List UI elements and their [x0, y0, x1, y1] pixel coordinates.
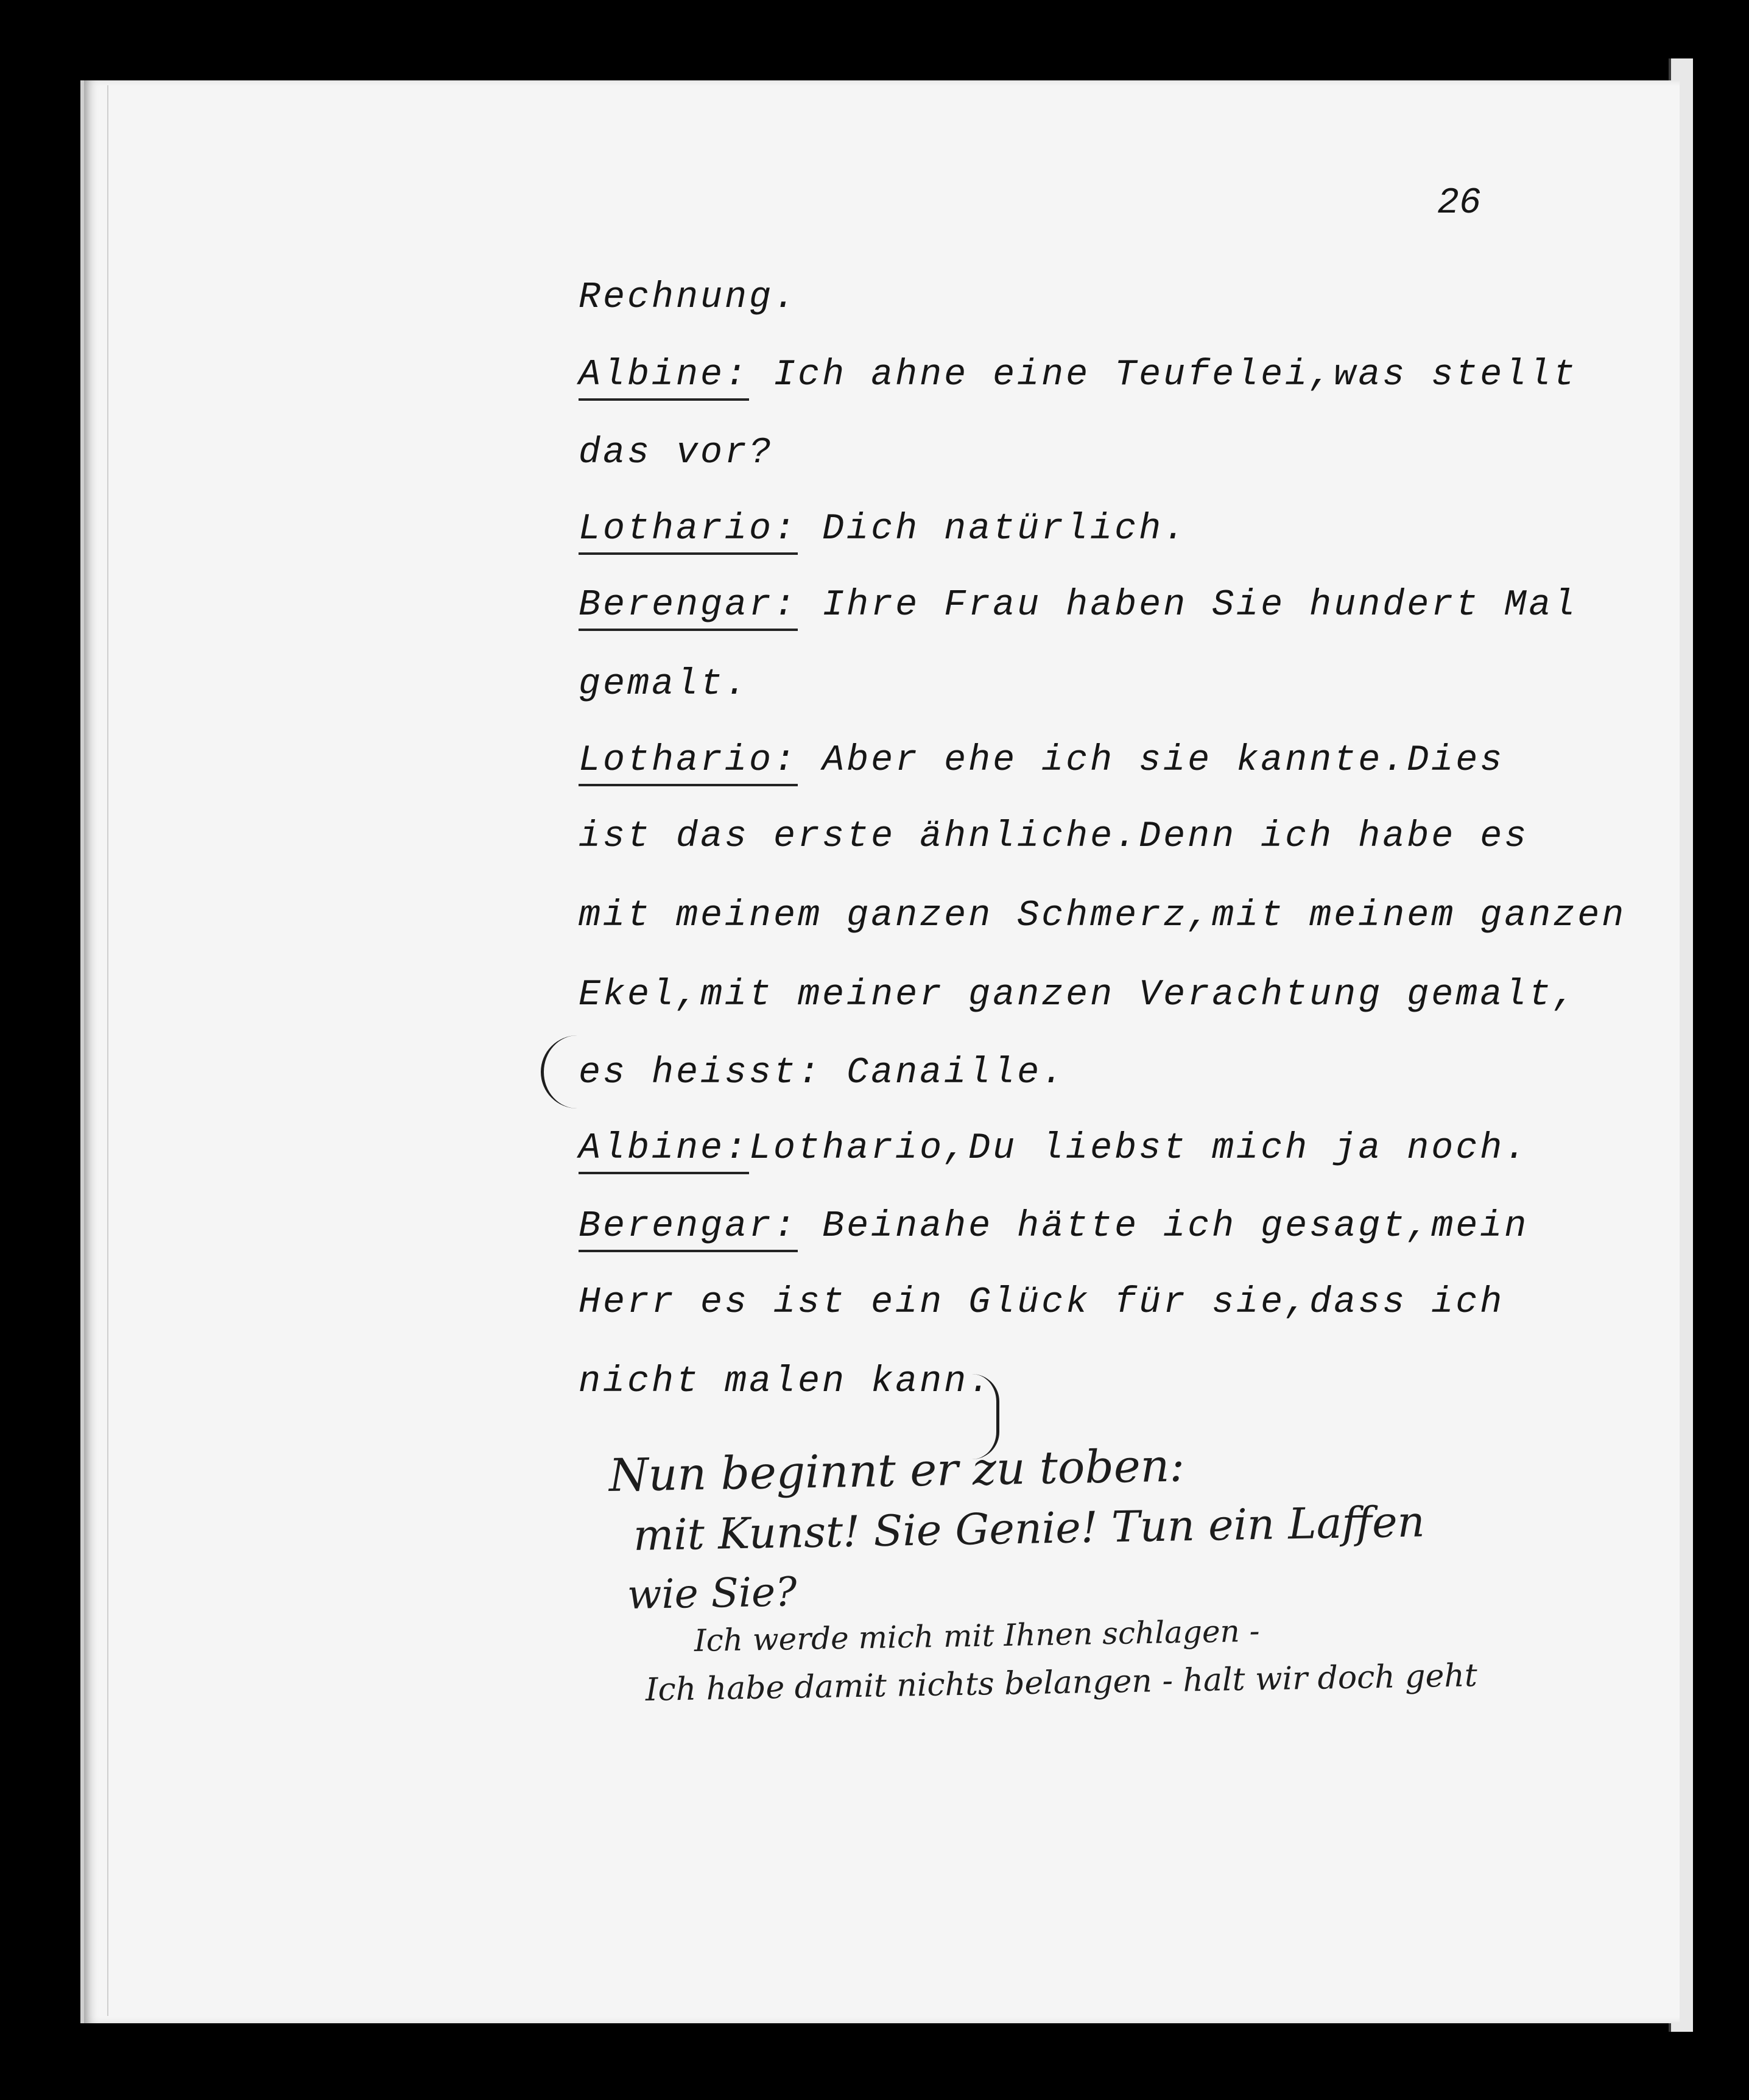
- speaker-name: Lothario:: [579, 740, 798, 786]
- typed-line: das vor?: [579, 432, 774, 474]
- speaker-name: Albine:: [579, 354, 749, 401]
- typed-line: Lothario: Dich natürlich.: [579, 509, 1188, 550]
- typed-line: Herr es ist ein Glück für sie,dass ich: [579, 1282, 1505, 1323]
- typed-line: Berengar: Ihre Frau haben Sie hundert Mal: [579, 585, 1577, 626]
- typed-line: es heisst: Canaille.: [579, 1052, 1066, 1094]
- typed-line: Rechnung.: [579, 277, 798, 319]
- typed-line: ist das erste ähnliche.Denn ich habe es: [579, 816, 1529, 858]
- typed-line: Albine:Lothario,Du liebst mich ja noch.: [579, 1128, 1529, 1169]
- typed-line: gemalt.: [579, 664, 750, 705]
- typed-line: mit meinem ganzen Schmerz,mit meinem ganzen: [579, 895, 1627, 937]
- handwritten-note: Ich werde mich mit Ihnen schlagen -: [694, 1613, 1260, 1658]
- handwritten-note: Ich habe damit nichts belangen - halt wir doch geht: [645, 1657, 1478, 1708]
- speaker-name: Berengar:: [579, 1206, 798, 1252]
- speaker-name: Berengar:: [579, 585, 798, 631]
- page-fold-line: [107, 85, 108, 2016]
- typed-line: Berengar: Beinahe hätte ich gesagt,mein: [579, 1206, 1529, 1247]
- typed-line: Ekel,mit meiner ganzen Verachtung gemalt,: [579, 974, 1578, 1016]
- typed-line: Albine: Ich ahne eine Teufelei,was stellt: [579, 354, 1577, 396]
- handwritten-note: Nun beginnt er zu toben:: [608, 1439, 1185, 1502]
- handwritten-note: wie Sie?: [627, 1568, 798, 1618]
- handwritten-note: mit Kunst! Sie Genie! Tun ein Laffen: [633, 1496, 1426, 1560]
- page-number: 26: [1437, 183, 1482, 224]
- typed-line: nicht malen kann.: [579, 1361, 993, 1403]
- typed-line: Lothario: Aber ehe ich sie kannte.Dies: [579, 740, 1504, 781]
- speaker-name: Lothario:: [579, 509, 798, 555]
- speaker-name: Albine:: [579, 1128, 749, 1174]
